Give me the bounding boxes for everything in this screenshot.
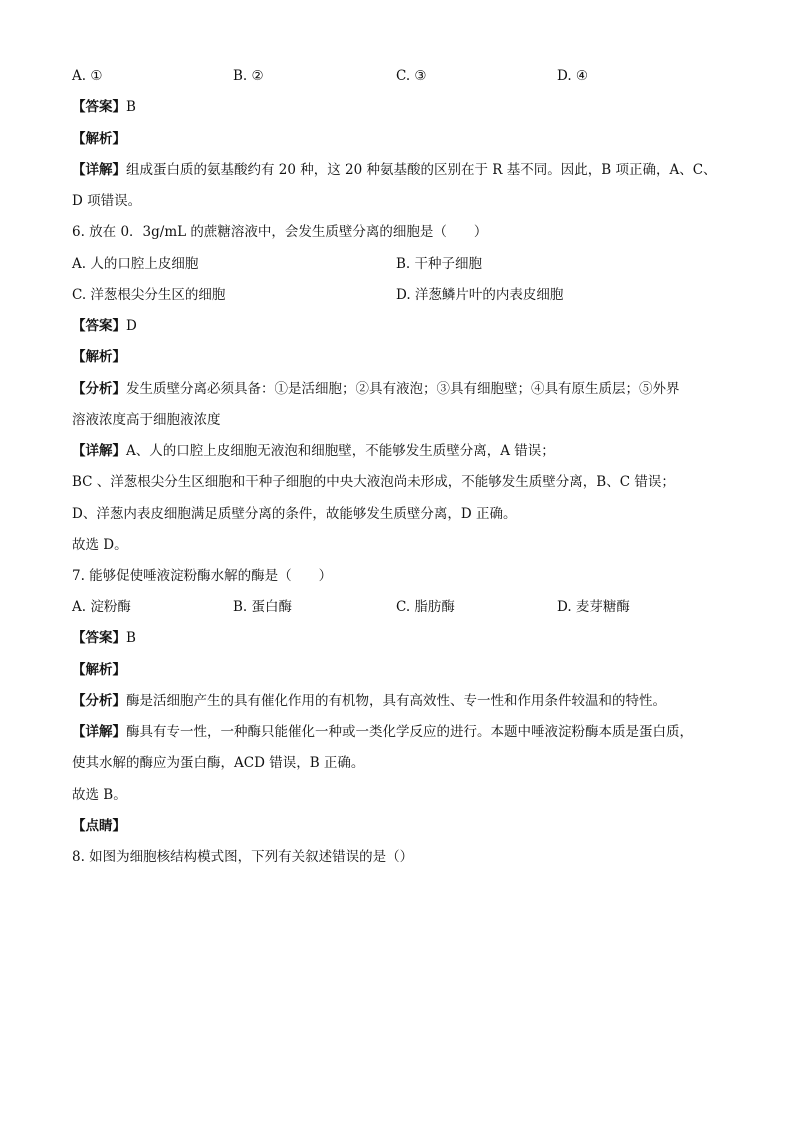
q5-option-c: C. ③: [396, 68, 427, 84]
detail-label: 【详解】: [72, 724, 126, 740]
detail-text: 酶具有专一性，一种酶只能催化一种或一类化学反应的进行。本题中唾液淀粉酶本质是蛋白质，: [126, 724, 693, 740]
q6-detail-line-2: BC 、洋葱根尖分生区细胞和干种子细胞的中央大液泡尚未形成，不能够发生质壁分离，B、C 错误；: [72, 474, 675, 490]
analysis-label: 【解析】: [72, 662, 126, 678]
q6-option-a: A. 人的口腔上皮细胞: [72, 256, 199, 272]
q6-option-c: C. 洋葱根尖分生区的细胞: [72, 287, 226, 303]
q5-option-d: D. ④: [557, 68, 589, 84]
q6-answer: [72, 317, 137, 335]
q5-detail-line-2: D 项错误。: [72, 193, 142, 209]
q6-detail-line-1: [72, 442, 555, 460]
q6-fenxi-line-1: [72, 380, 680, 398]
detail-text: 组成蛋白质的氨基酸约有 20 种，这 20 种氨基酸的区别在于 R 基不同。因此，B 项正确，A、C、: [126, 162, 717, 178]
q6-analysis-heading: [72, 348, 126, 366]
answer-label: 【答案】: [72, 318, 126, 334]
q8-stem: 8. 如图为细胞核结构模式图，下列有关叙述错误的是（）: [72, 849, 414, 865]
q5-option-a: A. ①: [72, 68, 103, 84]
detail-label: 【详解】: [72, 162, 126, 178]
q7-analysis-heading: [72, 661, 126, 679]
q7-conclusion: 故选 B。: [72, 787, 127, 803]
q6-fenxi-line-2: 溶液浓度高于细胞液浓度: [72, 412, 221, 428]
q6-stem: 6. 放在 0．3g/mL 的蔗糖溶液中，会发生质壁分离的细胞是（ ）: [72, 224, 488, 240]
fenxi-text: 酶是活细胞产生的具有催化作用的有机物，具有高效性、专一性和作用条件较温和的特性。: [126, 693, 666, 709]
q7-answer: [72, 629, 136, 647]
q5-answer: [72, 98, 136, 116]
fenxi-label: 【分析】: [72, 693, 126, 709]
q6-option-d: D. 洋葱鳞片叶的内表皮细胞: [396, 287, 564, 303]
answer-value: B: [126, 99, 136, 115]
fenxi-label: 【分析】: [72, 381, 126, 397]
q7-option-b: B. 蛋白酶: [233, 599, 293, 615]
fenxi-text: 发生质壁分离必须具备：①是活细胞；②具有液泡；③具有细胞壁；④具有原生质层；⑤外界: [126, 381, 680, 397]
answer-value: D: [126, 318, 137, 334]
answer-value: B: [126, 630, 136, 646]
answer-label: 【答案】: [72, 630, 126, 646]
q5-detail-line-1: [72, 161, 717, 179]
analysis-label: 【解析】: [72, 349, 126, 365]
q7-option-c: C. 脂肪酶: [396, 599, 455, 615]
detail-text: A、人的口腔上皮细胞无液泡和细胞壁，不能够发生质壁分离，A 错误；: [126, 443, 555, 459]
q6-conclusion: 故选 D。: [72, 537, 128, 553]
dianjing-label: 【点睛】: [72, 818, 126, 834]
analysis-label: 【解析】: [72, 131, 126, 147]
q5-option-b: B. ②: [233, 68, 264, 84]
q7-option-a: A. 淀粉酶: [72, 599, 131, 615]
q7-detail-line-1: [72, 723, 693, 741]
q7-detail-line-2: 使其水解的酶应为蛋白酶，ACD 错误，B 正确。: [72, 755, 365, 771]
q6-option-b: B. 干种子细胞: [396, 256, 483, 272]
q7-dianjing-heading: [72, 817, 126, 835]
answer-label: 【答案】: [72, 99, 126, 115]
q5-analysis-heading: [72, 130, 126, 148]
q6-detail-line-3: D、洋葱内表皮细胞满足质壁分离的条件，故能够发生质壁分离，D 正确。: [72, 506, 517, 522]
q7-option-d: D. 麦芽糖酶: [557, 599, 630, 615]
q7-fenxi: [72, 692, 666, 710]
detail-label: 【详解】: [72, 443, 126, 459]
q7-stem: 7. 能够促使唾液淀粉酶水解的酶是（ ）: [72, 568, 333, 584]
